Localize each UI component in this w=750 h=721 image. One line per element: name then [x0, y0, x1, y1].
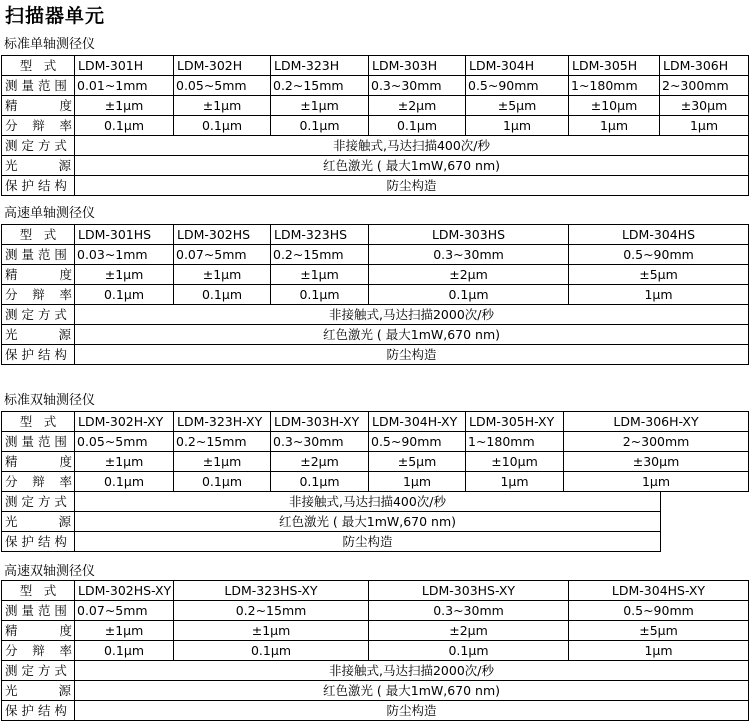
model-cell: LDM-302HS [174, 225, 271, 245]
table-row-protection [2, 701, 749, 721]
section-title-standard-single: 标准单轴测径仪 [4, 37, 96, 52]
resolution-cell: 0.1μm [174, 285, 271, 305]
model-cell: LDM-305H-XY [466, 412, 564, 432]
range-cell: 0.07~5mm [75, 601, 174, 621]
row-label-accuracy: 精 度 [2, 452, 75, 472]
model-cell: LDM-303H-XY [271, 412, 369, 432]
accuracy-cell: ±1μm [75, 96, 174, 116]
accuracy-cell: ±1μm [75, 621, 174, 641]
row-label-model: 型 式 [2, 412, 75, 432]
range-cell: 0.2~15mm [271, 76, 369, 96]
range-cell: 0.3~30mm [369, 76, 466, 96]
table-row-protection [2, 345, 749, 365]
accuracy-cell: ±5μm [569, 621, 749, 641]
table-row-light [2, 512, 749, 532]
table-row-resolution [2, 285, 749, 305]
resolution-cell: 0.1μm [75, 285, 174, 305]
spec-table-standard-dual [1, 411, 749, 552]
model-cell: LDM-323HS [271, 225, 369, 245]
spec-table-standard-single [1, 55, 749, 196]
resolution-cell: 1μm [660, 116, 749, 136]
accuracy-cell: ±1μm [271, 265, 369, 285]
range-cell: 0.05~5mm [174, 76, 271, 96]
table-row-light [2, 156, 749, 176]
resolution-cell: 0.1μm [369, 641, 569, 661]
row-label-protection: 保 护 结 构 [2, 701, 75, 721]
range-cell: 0.2~15mm [271, 245, 369, 265]
range-cell: 1~180mm [466, 432, 564, 452]
method-cell: 非接触式,马达扫描2000次/秒 [75, 661, 749, 681]
light-cell: 红色激光 ( 最大1mW,670 nm) [75, 512, 661, 532]
protection-cell: 防尘构造 [75, 701, 749, 721]
table-row-method [2, 136, 749, 156]
resolution-cell: 0.1μm [75, 472, 174, 492]
row-label-method: 测 定 方 式 [2, 661, 75, 681]
model-cell: LDM-302H-XY [75, 412, 174, 432]
model-cell: LDM-323H [271, 56, 369, 76]
accuracy-cell: ±2μm [369, 265, 569, 285]
range-cell: 0.3~30mm [369, 601, 569, 621]
resolution-cell: 0.1μm [174, 641, 369, 661]
range-cell: 0.01~1mm [75, 76, 174, 96]
row-label-method: 测 定 方 式 [2, 492, 75, 512]
row-label-light: 光 源 [2, 681, 75, 701]
row-label-model: 型 式 [2, 581, 75, 601]
model-cell: LDM-303HS [369, 225, 569, 245]
model-cell: LDM-304HS [569, 225, 749, 245]
spec-table-highspeed-single [1, 224, 749, 365]
row-label-protection: 保 护 结 构 [2, 532, 75, 552]
light-cell: 红色激光 ( 最大1mW,670 nm) [75, 681, 749, 701]
model-cell: LDM-303HS-XY [369, 581, 569, 601]
table-row-method [2, 305, 749, 325]
resolution-cell: 1μm [569, 285, 749, 305]
accuracy-cell: ±2μm [369, 96, 466, 116]
table-row-protection [2, 532, 749, 552]
table-row-accuracy [2, 452, 749, 472]
row-label-model: 型 式 [2, 225, 75, 245]
protection-cell: 防尘构造 [75, 176, 749, 196]
resolution-cell: 0.1μm [75, 116, 174, 136]
accuracy-cell: ±1μm [174, 621, 369, 641]
row-label-accuracy: 精 度 [2, 621, 75, 641]
resolution-cell: 1μm [466, 116, 569, 136]
page-title: 扫描器单元 [5, 5, 106, 27]
resolution-cell: 0.1μm [174, 116, 271, 136]
table-row-method [2, 492, 749, 512]
table-row-accuracy [2, 265, 749, 285]
resolution-cell: 1μm [569, 641, 749, 661]
range-cell: 0.05~5mm [75, 432, 174, 452]
row-label-light: 光 源 [2, 156, 75, 176]
row-label-resolution: 分 辩 率 [2, 641, 75, 661]
row-label-range: 测 量 范 围 [2, 432, 75, 452]
table-row-accuracy [2, 621, 749, 641]
method-cell: 非接触式,马达扫描400次/秒 [75, 492, 661, 512]
resolution-cell: 0.1μm [271, 472, 369, 492]
accuracy-cell: ±1μm [271, 96, 369, 116]
range-cell: 0.07~5mm [174, 245, 271, 265]
accuracy-cell: ±30μm [564, 452, 749, 472]
protection-cell: 防尘构造 [75, 345, 749, 365]
range-cell: 2~300mm [564, 432, 749, 452]
model-cell: LDM-305H [569, 56, 660, 76]
table-row-model [2, 412, 749, 432]
section-title-highspeed-single: 高速单轴测径仪 [4, 206, 96, 221]
row-label-resolution: 分 辩 率 [2, 116, 75, 136]
model-cell: LDM-304H [466, 56, 569, 76]
range-cell: 0.2~15mm [174, 432, 271, 452]
range-cell: 0.2~15mm [174, 601, 369, 621]
light-cell: 红色激光 ( 最大1mW,670 nm) [75, 156, 749, 176]
light-cell: 红色激光 ( 最大1mW,670 nm) [75, 325, 749, 345]
method-cell: 非接触式,马达扫描2000次/秒 [75, 305, 749, 325]
range-cell: 0.5~90mm [466, 76, 569, 96]
empty-cell [661, 532, 749, 552]
table-row-resolution [2, 472, 749, 492]
resolution-cell: 1μm [569, 116, 660, 136]
resolution-cell: 0.1μm [75, 641, 174, 661]
resolution-cell: 0.1μm [174, 472, 271, 492]
model-cell: LDM-301HS [75, 225, 174, 245]
model-cell: LDM-304H-XY [369, 412, 466, 432]
table-row-resolution [2, 641, 749, 661]
row-label-accuracy: 精 度 [2, 96, 75, 116]
row-label-model: 型 式 [2, 56, 75, 76]
accuracy-cell: ±1μm [174, 96, 271, 116]
row-label-method: 测 定 方 式 [2, 136, 75, 156]
row-label-light: 光 源 [2, 325, 75, 345]
table-row-range [2, 601, 749, 621]
row-label-light: 光 源 [2, 512, 75, 532]
resolution-cell: 0.1μm [271, 285, 369, 305]
model-cell: LDM-303H [369, 56, 466, 76]
empty-cell [661, 492, 749, 512]
range-cell: 0.03~1mm [75, 245, 174, 265]
model-cell: LDM-306H-XY [564, 412, 749, 432]
row-label-resolution: 分 辩 率 [2, 472, 75, 492]
model-cell: LDM-323HS-XY [174, 581, 369, 601]
range-cell: 1~180mm [569, 76, 660, 96]
table-row-light [2, 325, 749, 345]
accuracy-cell: ±2μm [369, 621, 569, 641]
row-label-protection: 保 护 结 构 [2, 176, 75, 196]
table-row-resolution [2, 116, 749, 136]
model-cell: LDM-301H [75, 56, 174, 76]
model-cell: LDM-304HS-XY [569, 581, 749, 601]
model-cell: LDM-323H-XY [174, 412, 271, 432]
table-row-light [2, 681, 749, 701]
resolution-cell: 0.1μm [369, 116, 466, 136]
accuracy-cell: ±1μm [75, 265, 174, 285]
model-cell: LDM-302HS-XY [75, 581, 174, 601]
row-label-range: 测 量 范 围 [2, 76, 75, 96]
range-cell: 0.3~30mm [271, 432, 369, 452]
row-label-range: 测 量 范 围 [2, 601, 75, 621]
empty-cell [661, 512, 749, 532]
table-row-model [2, 581, 749, 601]
spec-table-highspeed-dual [1, 580, 749, 721]
table-row-accuracy [2, 96, 749, 116]
row-label-resolution: 分 辩 率 [2, 285, 75, 305]
accuracy-cell: ±1μm [174, 452, 271, 472]
table-row-model [2, 56, 749, 76]
table-row-protection [2, 176, 749, 196]
method-cell: 非接触式,马达扫描400次/秒 [75, 136, 749, 156]
protection-cell: 防尘构造 [75, 532, 661, 552]
row-label-method: 测 定 方 式 [2, 305, 75, 325]
range-cell: 2~300mm [660, 76, 749, 96]
accuracy-cell: ±1μm [75, 452, 174, 472]
row-label-accuracy: 精 度 [2, 265, 75, 285]
range-cell: 0.5~90mm [369, 432, 466, 452]
accuracy-cell: ±5μm [569, 265, 749, 285]
resolution-cell: 0.1μm [271, 116, 369, 136]
resolution-cell: 0.1μm [369, 285, 569, 305]
resolution-cell: 1μm [369, 472, 466, 492]
range-cell: 0.5~90mm [569, 601, 749, 621]
model-cell: LDM-306H [660, 56, 749, 76]
accuracy-cell: ±5μm [466, 96, 569, 116]
accuracy-cell: ±10μm [569, 96, 660, 116]
resolution-cell: 1μm [466, 472, 564, 492]
table-row-range [2, 76, 749, 96]
accuracy-cell: ±30μm [660, 96, 749, 116]
table-row-model [2, 225, 749, 245]
row-label-protection: 保 护 结 构 [2, 345, 75, 365]
accuracy-cell: ±1μm [174, 265, 271, 285]
model-cell: LDM-302H [174, 56, 271, 76]
table-row-range [2, 245, 749, 265]
accuracy-cell: ±10μm [466, 452, 564, 472]
accuracy-cell: ±5μm [369, 452, 466, 472]
table-row-range [2, 432, 749, 452]
section-title-highspeed-dual: 高速双轴测径仪 [4, 564, 96, 579]
section-title-standard-dual: 标准双轴测径仪 [4, 393, 96, 408]
accuracy-cell: ±2μm [271, 452, 369, 472]
resolution-cell: 1μm [564, 472, 749, 492]
range-cell: 0.5~90mm [569, 245, 749, 265]
range-cell: 0.3~30mm [369, 245, 569, 265]
table-row-method [2, 661, 749, 681]
row-label-range: 测 量 范 围 [2, 245, 75, 265]
